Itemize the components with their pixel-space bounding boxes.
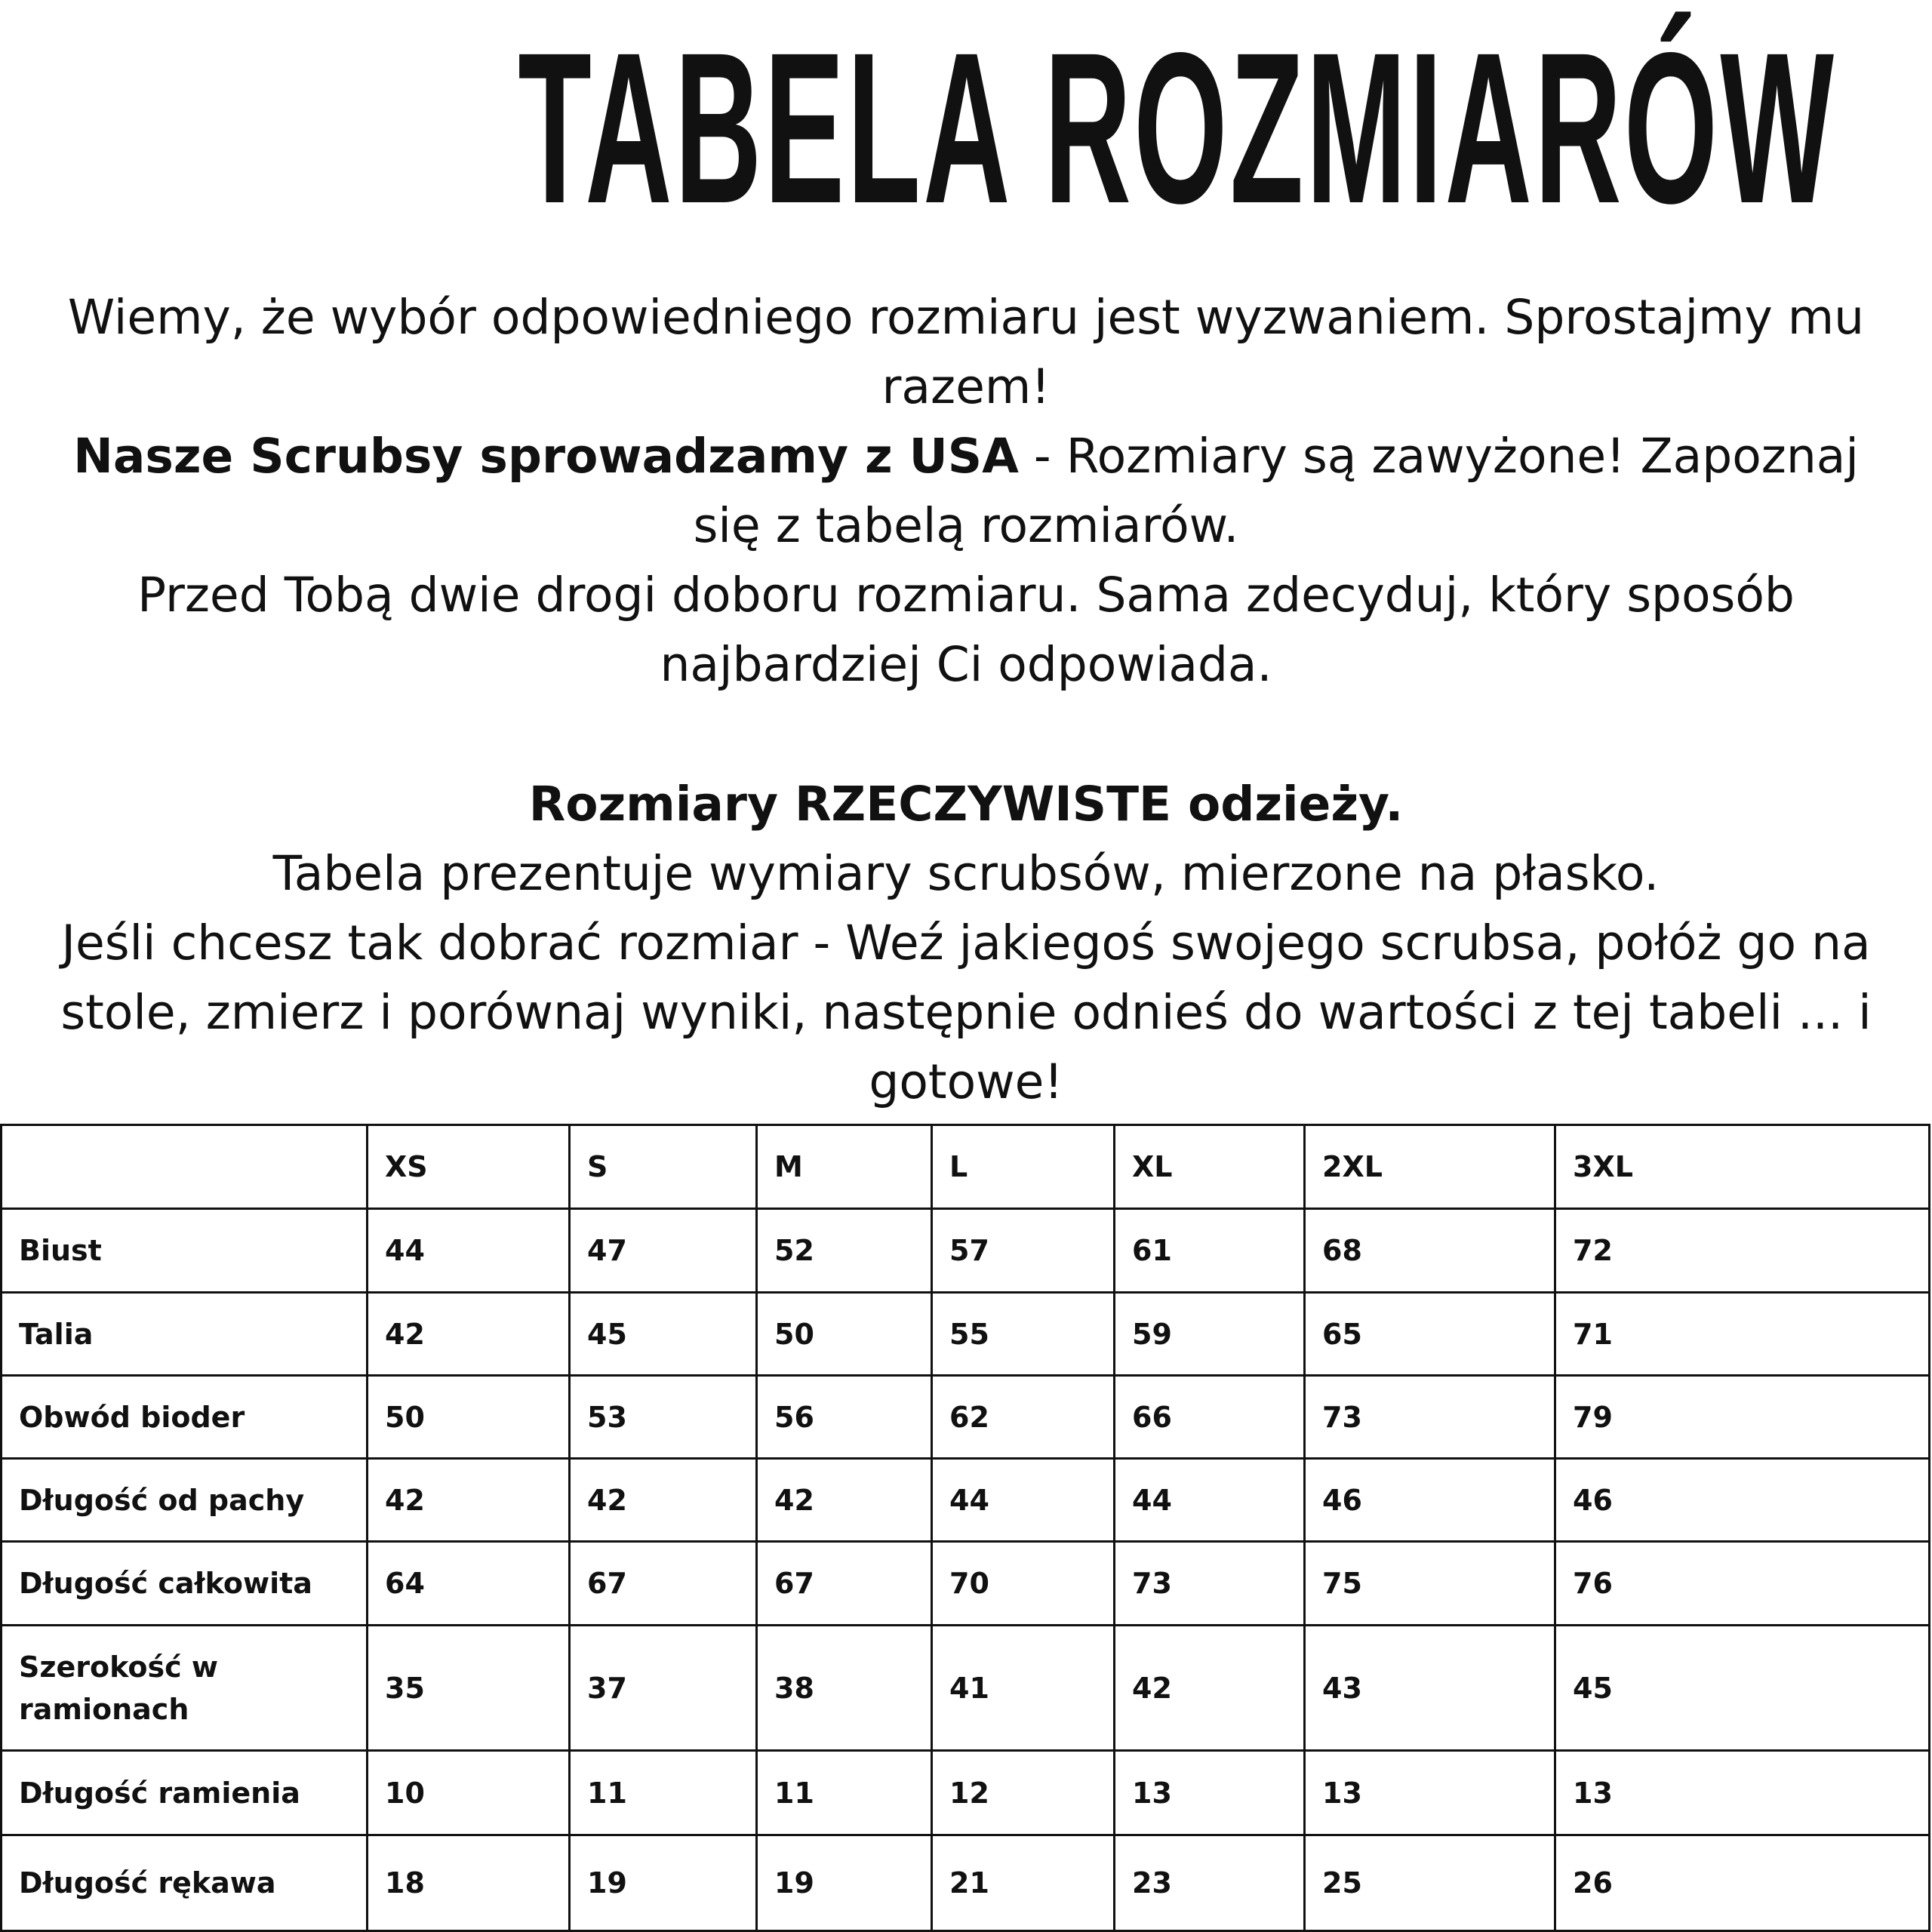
table-cell: 72	[1555, 1209, 1930, 1293]
row-label: Obwód bioder	[2, 1376, 368, 1459]
row-label: Długość ramienia	[2, 1751, 368, 1835]
section-heading-text: Rozmiary RZECZYWISTE odzieży.	[528, 777, 1404, 832]
table-cell: 42	[570, 1459, 757, 1542]
intro-line-3: Przed Tobą dwie drogi doboru rozmiaru. Sama zdecyduj, który sposób najbardziej Ci odpowiada.	[137, 568, 1795, 692]
table-cell: 44	[932, 1459, 1115, 1542]
table-cell: 68	[1305, 1209, 1555, 1293]
table-cell: 59	[1115, 1293, 1305, 1376]
section-heading	[45, 770, 1887, 839]
table-cell: 11	[570, 1751, 757, 1835]
table-cell: 10	[368, 1751, 570, 1835]
row-label: Długość całkowita	[2, 1542, 368, 1626]
table-cell: 55	[932, 1293, 1115, 1376]
table-cell: 47	[570, 1209, 757, 1293]
header-cell: 2XL	[1305, 1125, 1555, 1209]
table-row	[2, 1835, 1930, 1931]
row-label: Długość od pachy	[2, 1459, 368, 1542]
table-cell: 11	[757, 1751, 932, 1835]
row-label: Talia	[2, 1293, 368, 1376]
row-label: Szerokość w ramionach	[2, 1626, 368, 1751]
table-cell: 75	[1305, 1542, 1555, 1626]
table-cell: 71	[1555, 1293, 1930, 1376]
table-cell: 43	[1305, 1626, 1555, 1751]
table-cell: 52	[757, 1209, 932, 1293]
table-cell: 19	[570, 1835, 757, 1931]
table-cell: 53	[570, 1376, 757, 1459]
table-cell: 44	[1115, 1459, 1305, 1542]
table-cell: 50	[757, 1293, 932, 1376]
table-cell: 35	[368, 1626, 570, 1751]
header-cell: 3XL	[1555, 1125, 1930, 1209]
intro-line-1: Wiemy, że wybór odpowiedniego rozmiaru jest wyzwaniem. Sprostajmy mu razem!	[67, 290, 1865, 414]
table-cell: 46	[1555, 1459, 1930, 1542]
table-cell: 62	[932, 1376, 1115, 1459]
size-table	[0, 1124, 1930, 1932]
title-text: TABELA ROZMIARÓW	[518, 8, 1837, 248]
page-title	[0, 8, 1932, 248]
table-cell: 73	[1305, 1376, 1555, 1459]
table-cell: 42	[1115, 1626, 1305, 1751]
table-cell: 25	[1305, 1835, 1555, 1931]
table-cell: 41	[932, 1626, 1115, 1751]
table-cell: 66	[1115, 1376, 1305, 1459]
intro-bold: Nasze Scrubsy sprowadzamy z USA	[73, 429, 1019, 484]
table-cell: 13	[1305, 1751, 1555, 1835]
header-cell: XL	[1115, 1125, 1305, 1209]
table-cell: 19	[757, 1835, 932, 1931]
header-cell: M	[757, 1125, 932, 1209]
header-cell: XS	[368, 1125, 570, 1209]
table-cell: 13	[1555, 1751, 1930, 1835]
table-cell: 42	[368, 1459, 570, 1542]
table-row	[2, 1209, 1930, 1293]
table-cell: 57	[932, 1209, 1115, 1293]
header-cell: L	[932, 1125, 1115, 1209]
table-cell: 73	[1115, 1542, 1305, 1626]
table-cell: 44	[368, 1209, 570, 1293]
table-cell: 61	[1115, 1209, 1305, 1293]
table-row	[2, 1293, 1930, 1376]
intro-line-2	[45, 422, 1887, 561]
section-line-2: Jeśli chcesz tak dobrać rozmiar - Weź jakiegoś swojego scrubsa, połóż go na stole, zmierz i porównaj wyniki, następnie odnieś do wartości z tej tabeli ... i gotowe!	[60, 915, 1872, 1109]
table-cell: 79	[1555, 1376, 1930, 1459]
table-row	[2, 1626, 1930, 1751]
table-cell: 42	[757, 1459, 932, 1542]
row-label: Biust	[2, 1209, 368, 1293]
table-cell: 45	[1555, 1626, 1930, 1751]
table-cell: 50	[368, 1376, 570, 1459]
table-cell: 70	[932, 1542, 1115, 1626]
table-cell: 13	[1115, 1751, 1305, 1835]
table-cell: 23	[1115, 1835, 1305, 1931]
table-cell: 64	[368, 1542, 570, 1626]
section-line-1: Tabela prezentuje wymiary scrubsów, mierzone na płasko.	[272, 846, 1660, 901]
table-cell: 42	[368, 1293, 570, 1376]
intro-text	[45, 283, 1887, 700]
table-cell: 56	[757, 1376, 932, 1459]
table-row	[2, 1376, 1930, 1459]
table-cell: 76	[1555, 1542, 1930, 1626]
table-cell: 67	[570, 1542, 757, 1626]
table-cell: 46	[1305, 1459, 1555, 1542]
table-header-row	[2, 1125, 1930, 1209]
table-cell: 45	[570, 1293, 757, 1376]
table-cell: 38	[757, 1626, 932, 1751]
table-cell: 26	[1555, 1835, 1930, 1931]
table-cell: 18	[368, 1835, 570, 1931]
row-label: Długość rękawa	[2, 1835, 368, 1931]
table-cell: 21	[932, 1835, 1115, 1931]
header-cell: S	[570, 1125, 757, 1209]
table-cell: 67	[757, 1542, 932, 1626]
section-text	[45, 770, 1887, 1117]
table-row	[2, 1542, 1930, 1626]
table-row	[2, 1459, 1930, 1542]
table-row	[2, 1751, 1930, 1835]
table-cell: 12	[932, 1751, 1115, 1835]
header-cell	[2, 1125, 368, 1209]
table-cell: 65	[1305, 1293, 1555, 1376]
intro-line-2-rest: - Rozmiary są zawyżone! Zapoznaj się z tabelą rozmiarów.	[693, 429, 1859, 553]
table-cell: 37	[570, 1626, 757, 1751]
